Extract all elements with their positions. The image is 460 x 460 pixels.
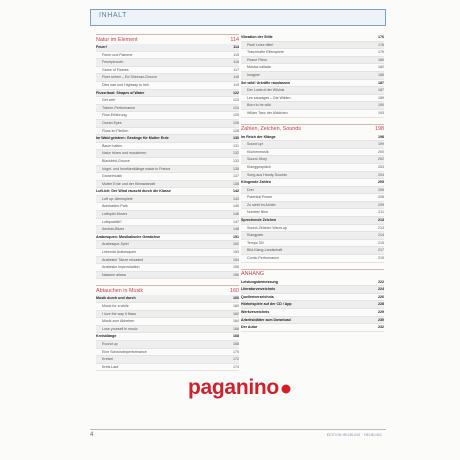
toc-entry-title: Leistungsbemessung [241,279,278,284]
toc-page-number: 137 [233,174,239,179]
toc-entry-title: Aeolian-Blues [102,227,125,232]
toc-page-number: 146 [233,212,239,217]
toc-page-number: 162 [233,311,239,316]
toc-page-number: 204 [378,172,384,177]
toc-subentry [96,341,239,349]
toc-entry-title: Luftqualität? [102,219,122,224]
header-bar [90,9,386,26]
toc-entry-title: Traumhafte Elfenspiele [247,50,284,55]
toc-page-number: 170 [233,349,239,354]
toc-entry-title: Kreisel [102,357,113,362]
toc-entry-title: Peace Piece [247,57,268,62]
toc-entry-title: Luft-ich: Der Wind rauscht durch die Klasse [96,189,171,194]
toc-subentry [241,102,384,110]
toc-entry-title: Musik durch und durch [96,296,136,301]
toc-subentry [96,105,239,113]
toc-page-number: 155 [233,265,239,270]
toc-page-number: 213 [378,218,384,223]
toc-page-number: 214 [378,233,384,238]
toc-page-number: 198 [375,126,384,133]
toc-entry-title: Arabeske Tänze reloaded [102,257,144,262]
toc-subentry [96,356,239,364]
toc-subentry [241,95,384,103]
toc-page-number: 135 [233,166,239,171]
toc-entry-title: Mutter Erde und der Klimawandel [102,181,156,186]
toc-entry-title: Round up [102,341,118,346]
toc-subentry [96,311,239,319]
toc-entry-title: Luftspiel-Moves [102,212,128,217]
toc-section-heading [241,124,384,134]
toc-page-number: 222 [378,279,384,284]
toc-subentry [241,57,384,65]
toc-page-number: 160 [233,304,239,308]
toc-entry-title: Comic-Performance [247,256,279,261]
toc-entry-title: Kreis-Lauf [102,364,119,369]
toc-page-number: 145 [233,204,239,209]
toc-page-number: 124 [233,105,239,110]
toc-entry-title: Born to be wild [247,103,271,108]
toc-page-number: 198 [378,134,384,139]
toc-chapter-entry [96,44,239,52]
toc-subentry [96,318,239,326]
toc-page-number: 182 [378,65,384,70]
toc-page-number: 176 [378,42,384,47]
toc-entry-title: Vibration der Stille [241,35,273,39]
toc-entry-title: Hörbeispiele auf der CD / App [241,302,292,307]
toc-entry-title: Abtauchen in Musik [96,287,144,294]
toc-page-number: 119 [233,82,239,87]
toc-subentry [96,196,239,204]
toc-page-number: 228 [378,302,384,307]
toc-page-number: 190 [378,103,384,108]
toc-entry-title: Natur hören und musizieren [102,151,147,156]
toc-chapter-entry [241,309,384,317]
toc-entry-title: Fluer sehen – Ed Sheeran-Groove [102,75,157,80]
toc-subentry [241,156,384,164]
toc-chapter-entry [96,295,239,303]
toc-page-number: 142 [233,189,239,194]
toc-entry-title: Song aus Handy-Sounds [247,172,287,177]
toc-page-number: 202 [378,157,384,162]
toc-page-number: 219 [378,256,384,261]
toc-page-number: 160 [230,287,239,294]
toc-page-number: 215 [378,240,384,245]
toc-entry-title: Der Autor [241,325,258,330]
toc-subentry [241,42,384,50]
toc-page-number: 205 [378,187,384,192]
toc-entry-title: I love the way it flows [102,311,136,316]
toc-page-number: 193 [378,110,384,115]
toc-subentry [96,166,239,174]
toc-chapter-entry [241,134,384,142]
toc-page-number: 132 [233,151,239,156]
toc-subentry [241,149,384,157]
toc-entry-title: Sprechende Zeichen [241,218,277,223]
toc-page-number: 226 [378,294,384,299]
toc-entry-title: Tränen-Performance [102,105,136,110]
toc-page-number: 200 [378,149,384,154]
toc-chapter-entry [241,179,384,187]
toc-page-number: 114 [233,45,239,49]
toc-entry-title: Flussritual: Shapes of Water [96,90,145,95]
toc-entry-title: Dies irae und Highway to hell [102,82,149,87]
toc-subentry [241,72,384,80]
toc-page-number: 116 [233,60,239,65]
toc-entry-title: Feuer! [96,45,107,49]
toc-chapter-entry [241,80,384,88]
toc-page-number: 208 [378,195,384,200]
toc-page-number: 138 [233,181,239,186]
toc-subentry [96,143,239,151]
toc-entry-title: Música callada [247,65,271,70]
toc-entry-title: Arabesque-Spiel [102,242,129,247]
toc-chapter-entry [96,234,239,242]
toc-entry-title: Tempo 30! [247,240,264,245]
toc-entry-title: Luft up: Atemspiele [102,196,133,201]
toc-subentry [241,187,384,195]
toc-subentry [96,82,239,90]
toc-page-number: 172 [233,357,239,362]
toc-chapter-entry [241,34,384,42]
toc-page-number: 164 [233,319,239,324]
toc-subentry [241,164,384,172]
toc-page-number: 199 [378,142,384,147]
toc-subentry [241,247,384,255]
toc-entry-title: Number Nine [247,210,269,215]
toc-chapter-entry [96,188,239,196]
footer-imprint: EDITION HELBLING · HELBLING [326,433,382,437]
toc-entry-title: Sound-Story [247,157,267,162]
toc-entry-title: Wilder Tanz der Mädchen [247,110,288,115]
toc-subentry [96,226,239,234]
toc-chapter-entry [241,301,384,309]
toc-page-number: 232 [378,325,384,330]
toc-entry-title: Bild-Klang-Landschaft [247,248,283,253]
toc-entry-title: Sound-Zeichen Warm-up [247,225,288,230]
toc-page-number: 130 [233,136,239,141]
footer-divider [90,429,386,430]
toc-subentry [241,209,384,217]
toc-page-number: 131 [233,143,239,148]
toc-chapter-entry [96,90,239,98]
toc-entry-title: Zu siebt im Achtel [247,202,276,207]
toc-page-number: 217 [378,248,384,253]
toc-subentry [96,158,239,166]
toc-subentry [96,74,239,82]
toc-subentry [96,120,239,128]
toc-page-number: 230 [378,317,384,322]
toc-entry-title: Arabesquen: Musikalische Gewächse [96,234,161,239]
toc-page-number: 117 [233,67,239,72]
toc-page-number: 187 [378,80,384,85]
toc-subentry [241,172,384,180]
toc-subentry [96,173,239,181]
toc-entry-title: Feuerpiroueh [102,60,124,65]
toc-section-heading [96,34,239,44]
toc-subentry [96,211,239,219]
toc-entry-title: Zahlen, Zeichen, Sounds [241,126,301,133]
toc-entry-title: Game of Flames [102,67,129,72]
toc-page-number: 126 [233,120,239,125]
toc-entry-title: ANHANG [241,271,265,278]
toc-page-number: 125 [233,113,239,118]
toc-entry-title: Fluss im Fließen [102,128,129,133]
toc-entry-title: Musik zum Abheben [102,319,135,324]
toc-entry-title: Im Wald geistern: Gesänge für Mutter Erde [96,136,169,141]
toc-subentry [96,112,239,120]
toc-subentry [96,219,239,227]
toc-chapter-entry [241,294,384,302]
toc-page-number: 224 [378,287,384,292]
toc-subentry [96,264,239,272]
toc-entry-title: Potential Power [247,195,273,200]
brand-name: paganino [188,376,279,399]
toc-page-number: 205 [378,180,384,185]
toc-entry-title: Baum halten [102,143,123,148]
toc-subentry [96,272,239,280]
toc-page-number: 114 [230,36,239,43]
toc-page-number: 229 [378,310,384,314]
toc-chapter-entry [96,333,239,341]
toc-entry-title: Literaturverzeichnis [241,287,276,292]
page-title: INHALT [99,12,127,19]
toc-subentry [96,257,239,265]
toc-entry-title: Get wet! [102,98,116,103]
toc-entry-title: Der Lockruf der Wildnis [247,88,285,93]
toc-subentry [96,249,239,257]
toc-chapter-entry [241,286,384,294]
toc-subentry [241,240,384,248]
toc-entry-title: Sei wild! Urkräfte rauslassen [241,80,291,85]
toc-entry-title: Vogel- und Insektenklänge made in France [102,166,171,171]
toc-entry-title: Kreisklänge [96,334,117,339]
toc-page-number: 203 [378,164,384,169]
toc-page-number: 154 [233,257,239,262]
toc-column-left [96,34,239,371]
toc-section-heading [96,285,239,295]
toc-entry-title: Music for a while [102,304,129,308]
toc-entry-title: Klingende Zahlen [241,180,271,185]
toc-page-number: 213 [378,225,384,230]
toc-page-number: 166 [233,326,239,331]
toc-page-number: 123 [233,98,239,103]
toc-entry-title: Klanggespräch [247,164,271,169]
toc-page-number: 152 [233,242,239,247]
toc-chapter-entry [241,217,384,225]
toc-entry-title: Blackbird-Groove [102,158,130,163]
toc-subentry [241,232,384,240]
toc-entry-title: Imagine [247,72,260,77]
toc-page-number: 211 [378,210,384,215]
toc-page-number: 143 [233,196,239,201]
toc-subentry [96,326,239,334]
toc-subentry [241,87,384,95]
toc-subentry [241,49,384,57]
toc-entry-title: Drei [247,187,254,192]
toc-chapter-entry [241,317,384,325]
toc-subentry [96,52,239,60]
toc-entry-title: Lebende Arabesquen [102,250,137,255]
toc-page-number: 128 [233,128,239,133]
toc-entry-title: Im Reich der Klänge [241,134,276,139]
toc-chapter-entry [241,324,384,332]
toc-entry-title: Gruselmusik [102,174,122,179]
toc-subentry [241,64,384,72]
toc-subentry [96,67,239,75]
toc-page-number: 180 [378,57,384,62]
toc-subentry [96,303,239,311]
toc-subentry [241,110,384,118]
toc-page-number: 174 [233,364,239,369]
toc-page-number: 115 [233,52,239,57]
toc-page-number: 168 [233,341,239,346]
toc-chapter-entry [96,135,239,143]
toc-subentry [96,203,239,211]
toc-subentry [241,202,384,210]
toc-subentry [241,141,384,149]
toc-page-number: 176 [378,35,384,39]
paganino-logo [188,376,282,406]
toc-column-right [241,34,384,332]
toc-subentry [96,150,239,158]
toc-entry-title: Psst! Leise bitte! [247,42,274,47]
toc-subentry [241,194,384,202]
toc-entry-title: Quellenverzeichnis [241,294,274,299]
toc-page-number: 148 [233,227,239,232]
toc-page-number: 209 [378,202,384,207]
toc-entry-title: Klangpark [247,233,264,238]
toc-entry-title: Arabeske Improvisation [102,265,140,270]
toc-entry-title: Arbeitsblätter zum Download [241,317,291,322]
toc-page-number: 147 [233,219,239,224]
toc-subentry [96,241,239,249]
page-number: 4 [90,432,94,438]
toc-entry-title: Sound up! [247,142,264,147]
toc-entry-title: Äolsharfen-Park [102,204,128,209]
toc-page-number: 118 [233,75,239,80]
toc-entry-title: Lose yourself in music [102,326,138,331]
toc-subentry [241,225,384,233]
toc-page-number: 156 [233,272,239,277]
toc-entry-title: Ocean Eyes [102,120,122,125]
toc-entry-title: Les sauvages – Die Wilden [247,95,291,100]
toc-subentry [96,181,239,189]
toc-subentry [241,255,384,263]
toc-page-number: 187 [378,88,384,93]
toc-entry-title: Werkverzeichnis [241,310,270,314]
toc-subentry [96,59,239,67]
toc-page-number: 151 [233,234,239,239]
toc-entry-title: Küchenmusik [247,149,269,154]
toc-page-number: 160 [233,296,239,301]
toc-entry-title: Eine Schwindelperformance [102,349,147,354]
toc-subentry [96,364,239,372]
toc-entry-title: Natur im Element [96,36,138,43]
toc-page-number: 185 [378,72,384,77]
toc-subentry [96,128,239,136]
toc-page-number: 153 [233,250,239,255]
logo-mark-icon [281,384,291,394]
toc-page-number: 122 [233,90,239,95]
toc-entry-title: Feuer und Flamme [102,52,133,57]
toc-subentry [96,349,239,357]
toc-entry-title: Nassem aliana [102,272,126,277]
toc-page-number: 179 [378,50,384,55]
toc-page-number: 189 [378,95,384,100]
toc-page-number: 168 [233,334,239,339]
toc-section-heading [241,269,384,279]
toc-entry-title: Flow-Erfahrung [102,113,127,118]
toc-subentry [96,97,239,105]
toc-chapter-entry [241,279,384,287]
toc-page-number: 133 [233,158,239,163]
